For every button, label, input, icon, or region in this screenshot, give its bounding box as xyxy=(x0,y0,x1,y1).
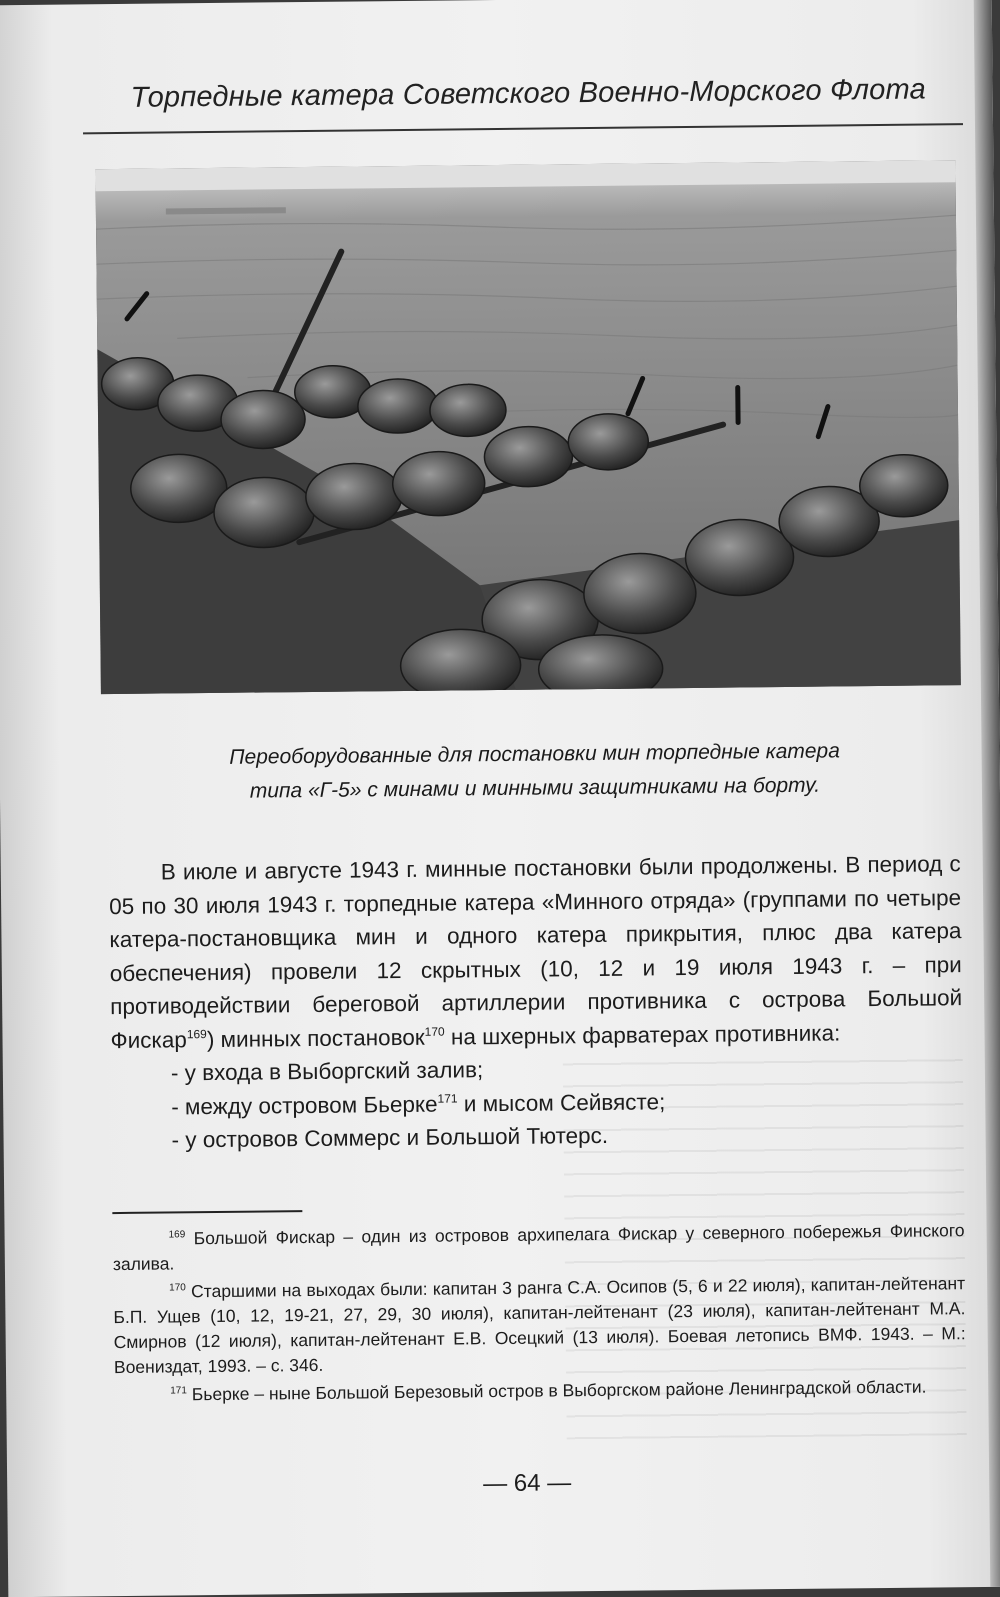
list-item-text: и мысом Сейвясте; xyxy=(457,1089,665,1116)
caption-line-1: Переоборудованные для постановки мин торпедные катера xyxy=(109,733,959,776)
paragraph-text-b: ) минных постановок xyxy=(207,1024,425,1051)
list-item-text: - между островом Бьерке xyxy=(171,1091,438,1119)
photo-illustration xyxy=(95,160,960,694)
photo-caption xyxy=(109,733,960,810)
footnote-ref-171: 171 xyxy=(437,1091,457,1105)
footnote-171 xyxy=(114,1374,966,1408)
header-rule xyxy=(83,123,963,134)
paragraph-main xyxy=(109,847,963,1057)
paragraph-text-a: В июле и августе 1943 г. минные постановки были продолжены. В период с 05 по 30 июля 1943 г. торпедные катера «Минного отряда» (группами по четыре катера-постановщика мин и одного катера прикрытия, плюс два катера обеспечения) провели 12 скрытных (10, 12 и 19 июля 1943 г. – при противодействии береговой артиллерии противника с острова Большой Фискар xyxy=(109,851,962,1052)
paragraph-text-c: на шхерных фарватерах противника: xyxy=(445,1020,841,1049)
archival-photo xyxy=(95,160,960,694)
list-item: - у островов Соммерс и Большой Тютерс. xyxy=(111,1115,963,1157)
list-item: - у входа в Выборгский залив; xyxy=(111,1048,963,1090)
page-edge-shadow xyxy=(974,0,1000,1587)
footnote-number: 170 xyxy=(169,1282,186,1293)
footnote-text: Большой Фискар – один из островов архипелага Фискар у северного побережья Финского залива. xyxy=(113,1220,965,1274)
running-head: Торпедные катера Советского Военно-Морского Флота xyxy=(131,73,931,114)
footnote-169 xyxy=(112,1218,964,1277)
caption-line-2: типа «Г-5» с минами и минными защитниками на борту. xyxy=(110,767,960,810)
footnote-number: 171 xyxy=(170,1385,187,1396)
footnote-text: Старшими на выходах были: капитан 3 ранга С.А. Осипов (5, 6 и 22 июля), капитан-лейтенант Б.П. Ущев (10, 12, 19-21, 27, 29, 30 июля), капитан-лейтенант (23 июля), капитан-лейтенант М.А. Смирнов (12 июля), капитан-лейтенант Е.В. Осецкий (13 июля). Боевая летопись ВМФ. 1943. – М.: Воениздат, 1993. – с. 346. xyxy=(113,1273,965,1377)
footnote-number: 169 xyxy=(169,1229,186,1240)
footnote-text: Бьерке – ныне Большой Березовый остров в Выборгском районе Ленинградской области. xyxy=(187,1377,927,1405)
footnote-ref-169: 169 xyxy=(187,1027,207,1041)
footnotes xyxy=(112,1218,966,1411)
footnote-170 xyxy=(113,1271,966,1380)
body-text xyxy=(109,847,964,1157)
footnote-rule xyxy=(112,1210,302,1213)
page-number: — 64 — xyxy=(447,1469,607,1499)
footnote-ref-170: 170 xyxy=(425,1024,445,1038)
